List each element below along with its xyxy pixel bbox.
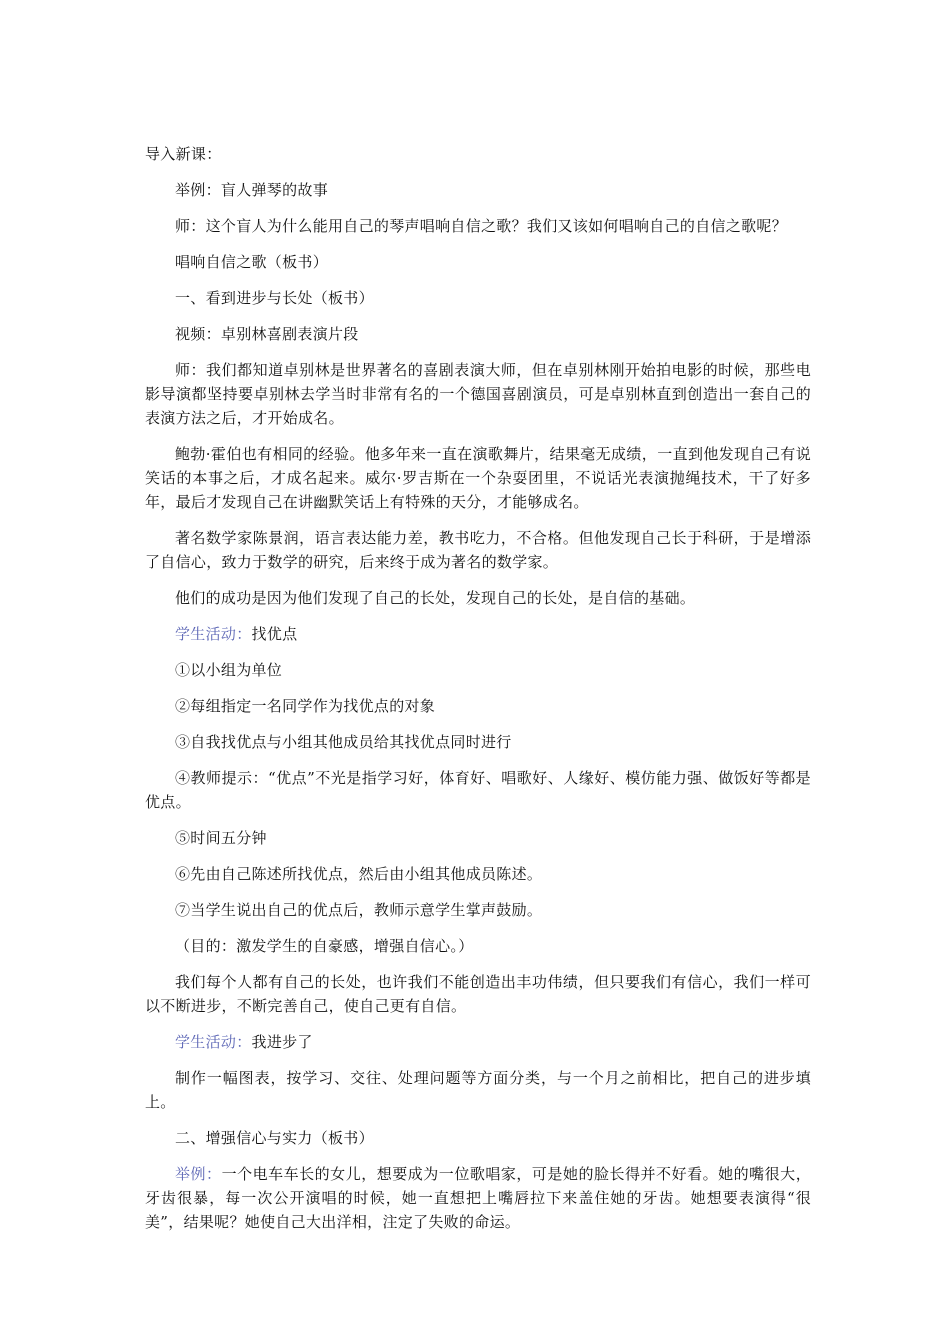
example-label: 举例： <box>175 1165 222 1183</box>
encouragement-paragraph: 我们每个人都有自己的长处，也许我们不能创造出丰功伟绩，但只要我们有信心，我们一样可以不断进步，不断完善自己，使自己更有自信。 <box>145 973 811 1015</box>
activity-step-6: ⑥先由自己陈述所找优点，然后由小组其他成员陈述。 <box>175 865 543 883</box>
activity-label: 学生活动： <box>175 1033 252 1051</box>
example-blind-pianist: 举例：盲人弹琴的故事 <box>175 181 329 199</box>
activity-step-5: ⑤时间五分钟 <box>175 829 267 847</box>
activity-purpose: （目的：激发学生的自豪感，增强自信心。） <box>175 937 474 955</box>
section-intro-heading: 导入新课： <box>145 145 222 163</box>
lesson-title: 唱响自信之歌（板书） <box>175 253 329 271</box>
chaplin-paragraph: 师：我们都知道卓别林是世界著名的喜剧表演大师，但在卓别林刚开始拍电影的时候，那些电影导演都坚持要卓别林去学当时非常有名的一个德国喜剧演员，可是卓别林直到创造出一套自己的表演方法之后，才开始成名。 <box>145 361 811 427</box>
activity-step-7: ⑦当学生说出自己的优点后，教师示意学生掌声鼓励。 <box>175 901 543 919</box>
activity-label: 学生活动： <box>175 625 252 643</box>
activity-title: 找优点 <box>251 625 298 643</box>
activity-step-4: ④教师提示：“优点”不光是指学习好，体育好、唱歌好、人缘好、模仿能力强、做饭好等都是优点。 <box>145 769 811 811</box>
activity-find-strengths <box>145 622 811 646</box>
activity-progress <box>145 1030 811 1054</box>
section-one-heading: 一、看到进步与长处（板书） <box>175 289 374 307</box>
document-body <box>145 142 811 1246</box>
example-text: 一个电车车长的女儿，想要成为一位歌唱家，可是她的脸长得并不好看。她的嘴很大，牙齿很暴，每一次公开演唱的时候，她一直想把上嘴唇拉下来盖住她的牙齿。她想要表演得“很美”，结果呢？她使自己大出洋相，注定了失败的命运。 <box>145 1165 812 1231</box>
example-singer-daughter <box>145 1162 811 1234</box>
activity-step-1: ①以小组为单位 <box>175 661 283 679</box>
section-two-heading: 二、增强信心与实力（板书） <box>175 1129 374 1147</box>
success-summary: 他们的成功是因为他们发现了自己的长处，发现自己的长处，是自信的基础。 <box>175 589 696 607</box>
video-note: 视频：卓别林喜剧表演片段 <box>175 325 359 343</box>
chen-jingrun-paragraph: 著名数学家陈景润，语言表达能力差，教书吃力，不合格。但他发现自己长于科研，于是增添了自信心，致力于数学的研究，后来终于成为著名的数学家。 <box>145 529 811 571</box>
activity-step-3: ③自我找优点与小组其他成员给其找优点同时进行 <box>175 733 512 751</box>
progress-chart-instruction: 制作一幅图表，按学习、交往、处理问题等方面分类，与一个月之前相比，把自己的进步填上。 <box>145 1069 811 1111</box>
bob-hope-paragraph: 鲍勃·霍伯也有相同的经验。他多年来一直在演歌舞片，结果毫无成绩，一直到他发现自己有说笑话的本事之后，才成名起来。威尔·罗吉斯在一个杂耍团里，不说话光表演抛绳技术，干了好多年，最后才发现自己在讲幽默笑话上有特殊的天分，才能够成名。 <box>145 445 811 511</box>
teacher-question: 师：这个盲人为什么能用自己的琴声唱响自信之歌？我们又该如何唱响自己的自信之歌呢？ <box>175 217 788 235</box>
activity-title: 我进步了 <box>251 1033 313 1051</box>
activity-step-2: ②每组指定一名同学作为找优点的对象 <box>175 697 436 715</box>
